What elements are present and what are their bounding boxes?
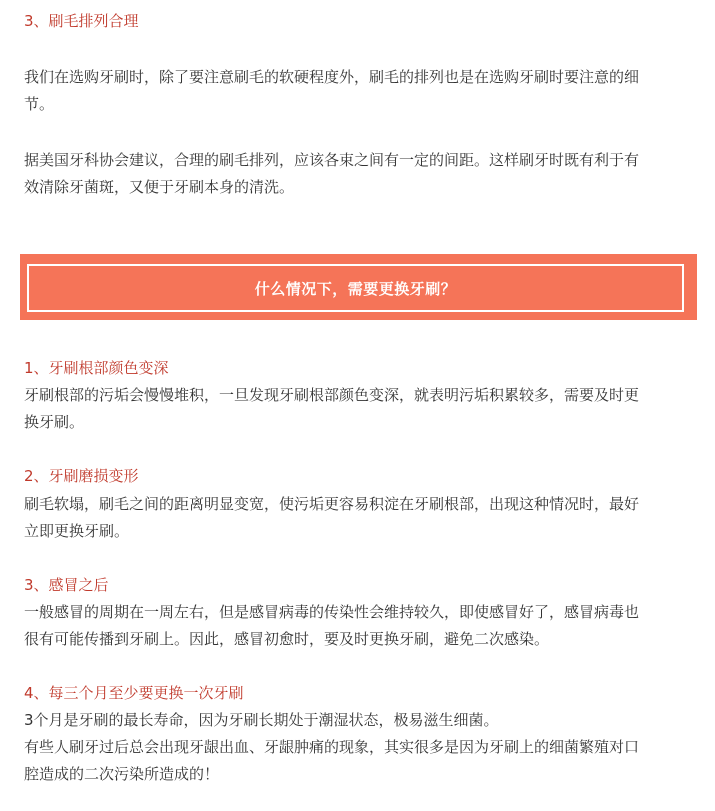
section-banner bbox=[20, 254, 697, 320]
item-line: 一般感冒的周期在一周左右，但是感冒病毒的传染性会维持较久，即使感冒好了，感冒病毒也 bbox=[24, 603, 640, 621]
paragraph-line: 节。 bbox=[24, 95, 55, 113]
section-heading: 3、刷毛排列合理 bbox=[24, 12, 139, 30]
paragraph-line: 效清除牙菌斑，又便于牙刷本身的清洗。 bbox=[24, 178, 295, 196]
paragraph-line: 据美国牙科协会建议，合理的刷毛排列，应该各束之间有一定的间距。这样刷牙时既有利于有 bbox=[24, 151, 640, 169]
banner-frame bbox=[27, 264, 684, 312]
item-line: 很有可能传播到牙刷上。因此，感冒初愈时，要及时更换牙刷，避免二次感染。 bbox=[24, 630, 550, 648]
item-heading: 3、感冒之后 bbox=[24, 576, 109, 594]
item-heading: 4、每三个月至少要更换一次牙刷 bbox=[24, 684, 244, 702]
item-heading: 2、牙刷磨损变形 bbox=[24, 467, 139, 485]
item-line: 立即更换牙刷。 bbox=[24, 522, 130, 540]
item-line: 牙刷根部的污垢会慢慢堆积，一旦发现牙刷根部颜色变深，就表明污垢积累较多，需要及时更 bbox=[24, 386, 640, 404]
item-line: 刷毛软塌，刷毛之间的距离明显变宽，使污垢更容易积淀在牙刷根部，出现这种情况时，最好 bbox=[24, 495, 640, 513]
item-line: 3个月是牙刷的最长寿命，因为牙刷长期处于潮湿状态，极易滋生细菌。 bbox=[24, 711, 499, 729]
banner-title: 什么情况下，需要更换牙刷？ bbox=[254, 279, 457, 298]
paragraph-line: 我们在选购牙刷时，除了要注意刷毛的软硬程度外，刷毛的排列也是在选购牙刷时要注意的细 bbox=[24, 68, 640, 86]
item-heading: 1、牙刷根部颜色变深 bbox=[24, 359, 169, 377]
item-line: 换牙刷。 bbox=[24, 413, 85, 431]
item-line: 有些人刷牙过后总会出现牙龈出血、牙龈肿痛的现象，其实很多是因为牙刷上的细菌繁殖对口 bbox=[24, 738, 640, 756]
item-line: 腔造成的二次污染所造成的！ bbox=[24, 765, 220, 783]
